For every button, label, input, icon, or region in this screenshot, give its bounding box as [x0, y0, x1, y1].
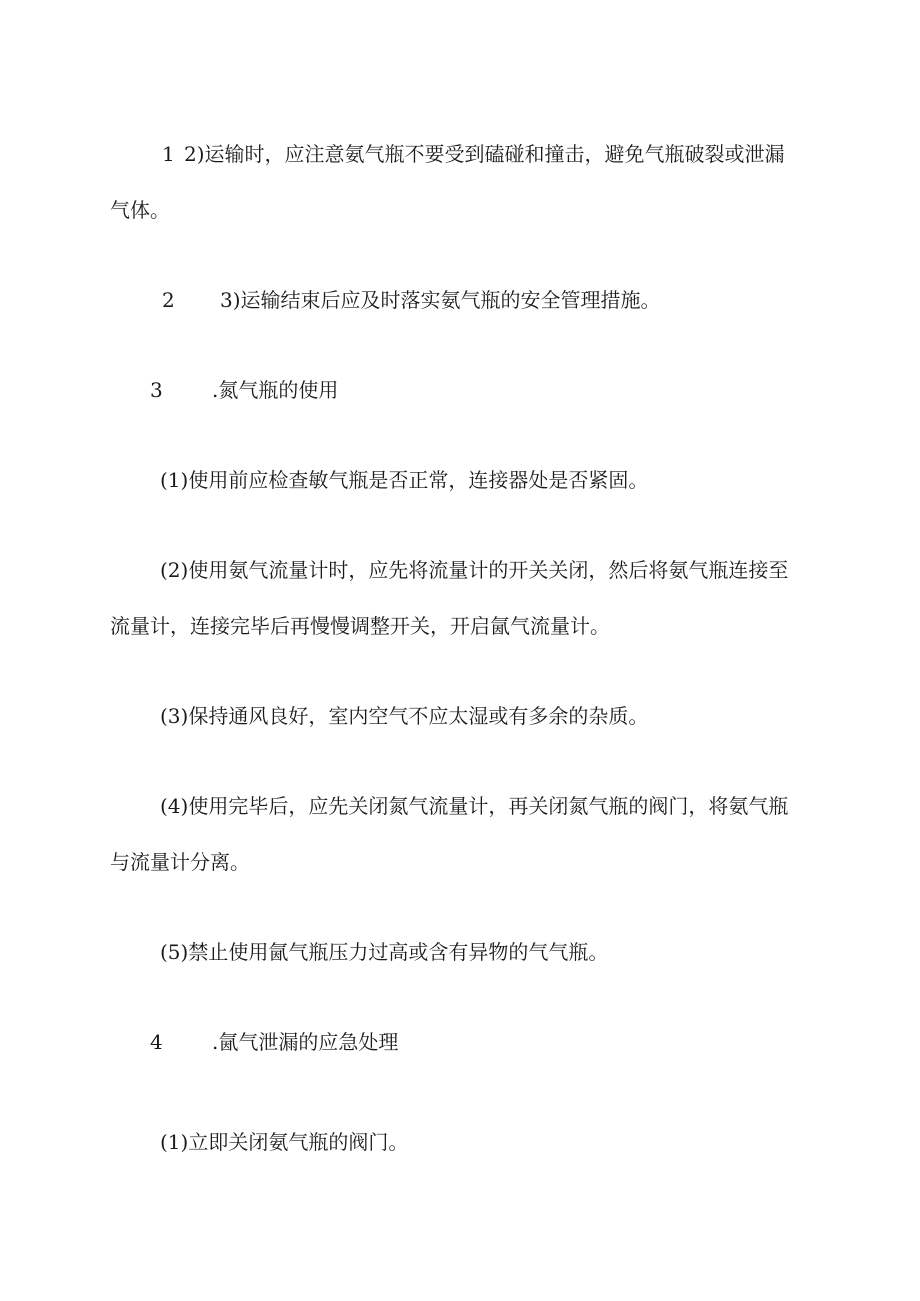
section-number: 4 [150, 1030, 163, 1054]
paragraph-line: (3)保持通风良好，室内空气不应太湿或有多余的杂质。 [160, 704, 649, 728]
list-number: 1 [162, 142, 175, 166]
paragraph-line: 气体。 [110, 198, 170, 222]
paragraph-line: (1)立即关闭氨气瓶的阀门。 [160, 1130, 409, 1154]
list-number: 2 [162, 288, 175, 312]
paragraph-line: 流量计，连接完毕后再慢慢调整开关，开启氤气流量计。 [110, 614, 610, 638]
paragraph-line: (2)使用氨气流量计时，应先将流量计的开关关闭，然后将氨气瓶连接至 [160, 558, 789, 582]
paragraph-line: (5)禁止使用氤气瓶压力过高或含有异物的气气瓶。 [160, 940, 609, 964]
paragraph-line: 2)运输时，应注意氨气瓶不要受到磕碰和撞击，避免气瓶破裂或泄漏 [184, 142, 785, 166]
paragraph-line: (4)使用完毕后，应先关闭氮气流量计，再关闭氮气瓶的阀门，将氨气瓶 [160, 794, 789, 818]
paragraph-line: (1)使用前应检查敏气瓶是否正常，连接器处是否紧固。 [160, 468, 649, 492]
section-heading: .氤气泄漏的应急处理 [212, 1030, 399, 1054]
section-number: 3 [150, 378, 163, 402]
section-heading: .氮气瓶的使用 [212, 378, 339, 402]
paragraph-line: 与流量计分离。 [110, 850, 250, 874]
paragraph-line: 3)运输结束后应及时落实氨气瓶的安全管理措施。 [220, 288, 661, 312]
